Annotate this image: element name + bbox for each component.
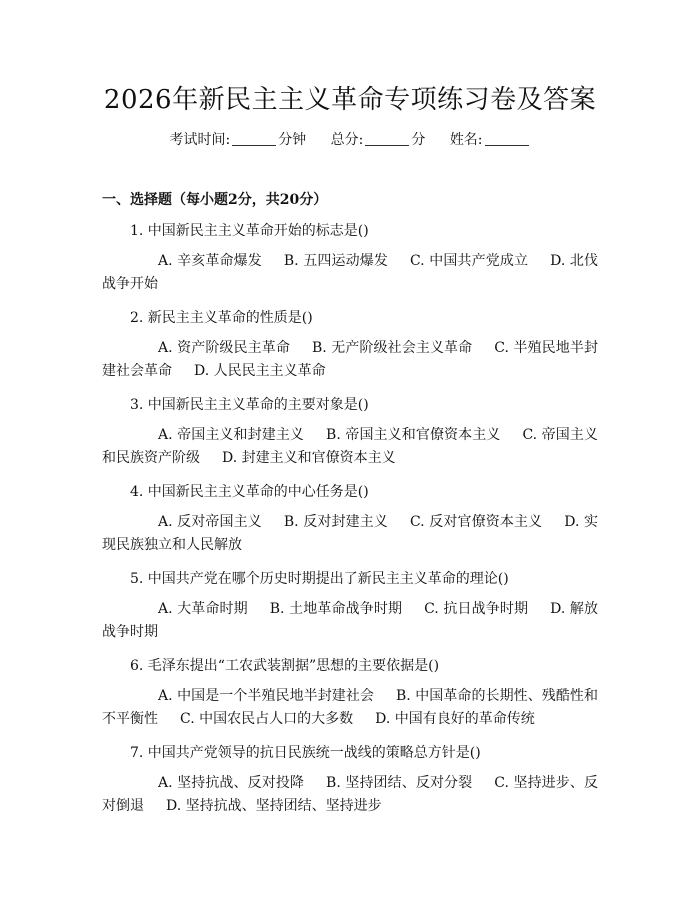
question-5 [102,568,598,644]
question-1 [102,220,598,296]
question-3 [102,394,598,470]
option-c: C. 帝国主义和民族资产阶级 [102,427,598,466]
option-c: C. 中国农民占人口的大多数 [180,711,354,727]
question-stem: 6. 毛泽东提出“工农武装割据”思想的主要依据是() [130,658,440,674]
total-score-label: 总分: [330,132,364,148]
question-list [102,220,598,829]
option-a: A. 坚持抗战、反对投降 [158,775,305,791]
name-blank [485,131,529,146]
total-score-blank [365,131,409,146]
question-6 [102,655,598,731]
question-options [102,511,598,557]
question-stem: 1. 中国新民主主义革命开始的标志是() [130,223,369,239]
question-2 [102,307,598,383]
option-a: A. 大革命时期 [158,601,248,617]
option-d: D. 解放战争时期 [102,601,598,640]
question-stem: 5. 中国共产党在哪个历史时期提出了新民主主义革命的理论() [130,571,509,587]
exam-time-unit: 分钟 [278,132,307,148]
section-heading: 一、选择题（每小题2分，共20分） [102,192,328,208]
question-stem: 7. 中国共产党领导的抗日民族统一战线的策略总方针是() [130,745,481,761]
option-b: B. 土地革命战争时期 [269,601,403,617]
option-c: C. 抗日战争时期 [424,601,529,617]
option-b: B. 坚持团结、反对分裂 [326,775,473,791]
question-4 [102,481,598,557]
page-title: 2026年新民主主义革命专项练习卷及答案 [103,85,597,115]
option-c: C. 坚持进步、反对倒退 [102,775,598,814]
exam-time-label: 考试时间: [169,132,231,148]
question-options [102,337,598,383]
question-options [102,424,598,470]
option-a: A. 中国是一个半殖民地半封建社会 [158,688,374,704]
option-b: B. 五四运动爆发 [283,253,388,269]
question-options [102,598,598,644]
option-a: A. 辛亥革命爆发 [158,253,262,269]
option-d: D. 中国有良好的革命传统 [375,711,535,727]
option-c: C. 半殖民地半封建社会革命 [102,340,598,379]
question-stem: 4. 中国新民主主义革命的中心任务是() [130,484,369,500]
option-a: A. 资产阶级民主革命 [158,340,290,356]
option-a: A. 帝国主义和封建主义 [158,427,305,443]
option-d: D. 实现民族独立和人民解放 [102,514,598,553]
option-d: D. 坚持抗战、坚持团结、坚持进步 [166,798,382,814]
option-c: C. 中国共产党成立 [409,253,529,269]
option-b: B. 无产阶级社会主义革命 [311,340,473,356]
option-b: B. 中国革命的长期性、残酷性和不平衡性 [102,688,598,727]
total-score-unit: 分 [411,132,426,148]
option-b: B. 反对封建主义 [283,514,388,530]
question-stem: 3. 中国新民主主义革命的主要对象是() [130,397,369,413]
option-d: D. 北伐战争开始 [102,253,598,292]
question-stem: 2. 新民主主义革命的性质是() [130,310,313,326]
option-c: C. 反对官僚资本主义 [409,514,543,530]
option-a: A. 反对帝国主义 [158,514,262,530]
question-options [102,772,598,818]
option-b: B. 帝国主义和官僚资本主义 [326,427,501,443]
exam-time-blank [232,131,276,146]
exam-meta [0,130,700,150]
question-options [102,250,598,296]
exam-time-field [169,130,306,150]
name-label: 姓名: [449,132,483,148]
question-7 [102,742,598,818]
name-field [450,130,531,150]
total-score-field [331,130,426,150]
option-d: D. 人民民主主义革命 [194,363,326,379]
option-d: D. 封建主义和官僚资本主义 [222,450,396,466]
question-options [102,685,598,731]
